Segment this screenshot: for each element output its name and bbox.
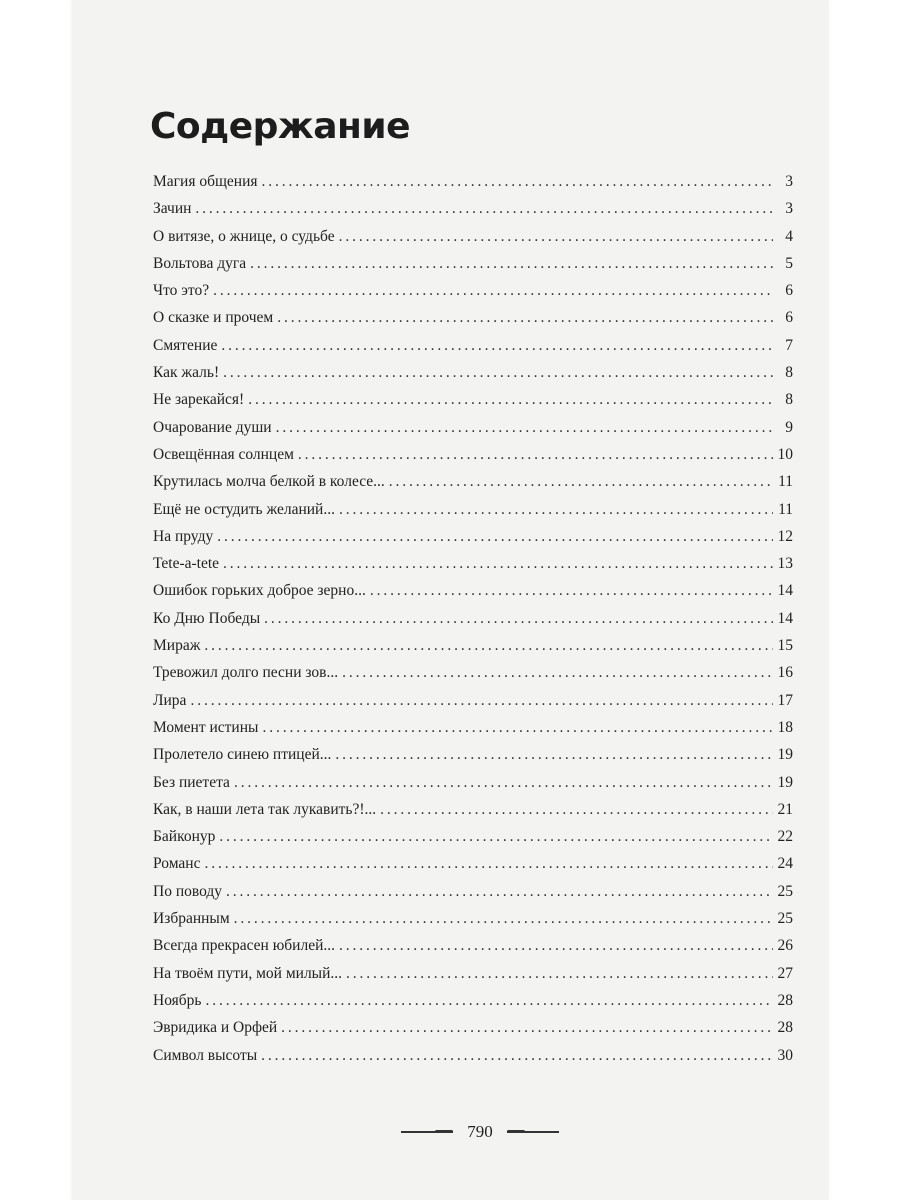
toc-leader-dots [335, 746, 773, 764]
toc-entry-title: Лира [153, 691, 187, 709]
toc-entry-page-number: 6 [785, 282, 793, 300]
toc-entry-page-number: 12 [777, 527, 793, 545]
toc-entry-page-number: 30 [777, 1046, 793, 1064]
toc-leader-dots [204, 855, 773, 873]
toc-leader-dots [223, 555, 773, 573]
footer-ornament-right [507, 1131, 559, 1132]
toc-entry [153, 391, 793, 418]
toc-leader-dots [339, 501, 773, 519]
toc-entry [153, 173, 793, 200]
toc-leader-dots [281, 1019, 773, 1037]
toc-leader-dots [261, 1047, 773, 1065]
toc-entry [153, 309, 793, 336]
toc-leader-dots [234, 910, 773, 928]
toc-leader-dots [248, 391, 773, 409]
toc-entry-page-number: 19 [777, 746, 793, 764]
toc-entry [153, 910, 793, 937]
toc-entry [153, 228, 793, 255]
toc-entry-title: Тревожил долго песни зов... [153, 664, 339, 682]
footer-ornament-left [401, 1131, 453, 1132]
toc-entry-page-number: 10 [777, 445, 793, 463]
toc-leader-dots [217, 528, 773, 546]
toc-entry [153, 255, 793, 282]
toc-entry-page-number: 25 [777, 882, 793, 900]
toc-entry-title: Tete-a-tete [153, 555, 220, 573]
toc-entry-page-number: 11 [778, 473, 793, 491]
toc-leader-dots [204, 637, 773, 655]
toc-entry [153, 364, 793, 391]
toc-entry [153, 637, 793, 664]
toc-leader-dots [339, 228, 773, 246]
toc-leader-dots [190, 692, 773, 710]
toc-entry-page-number: 28 [777, 1019, 793, 1037]
toc-entry-page-number: 28 [777, 991, 793, 1009]
page-title: Содержание [150, 106, 411, 147]
toc-entry-title: О витязе, о жнице, о судьбе [153, 227, 335, 245]
toc-entry-page-number: 13 [777, 555, 793, 573]
toc-entry-title: Избранным [153, 910, 230, 928]
toc-entry-title: Всегда прекрасен юбилей... [153, 937, 336, 955]
toc-entry-title: Очарование души [153, 418, 272, 436]
toc-entry-page-number: 6 [785, 309, 793, 327]
toc-entry [153, 937, 793, 964]
toc-leader-dots [219, 828, 773, 846]
toc-entry-page-number: 18 [777, 718, 793, 736]
toc-entry-title: Вольтова дуга [153, 254, 247, 272]
toc-entry [153, 419, 793, 446]
toc-entry-page-number: 3 [785, 173, 793, 190]
toc-entry-page-number: 26 [777, 937, 793, 955]
toc-entry-page-number: 27 [777, 964, 793, 982]
toc-leader-dots [221, 337, 773, 355]
toc-entry-page-number: 16 [777, 664, 793, 682]
toc-entry-page-number: 8 [785, 364, 793, 382]
toc-entry-title: Без пиетета [153, 773, 230, 791]
toc-entry-title: По поводу [153, 882, 223, 900]
toc-leader-dots [262, 719, 773, 737]
toc-entry-page-number: 8 [785, 391, 793, 409]
toc-entry [153, 746, 793, 773]
toc-entry [153, 801, 793, 828]
page-footer [390, 1122, 570, 1142]
toc-entry [153, 692, 793, 719]
toc-entry-title: О сказке и прочем [153, 309, 274, 327]
toc-entry [153, 501, 793, 528]
toc-entry-title: Романс [153, 855, 201, 873]
toc-entry-page-number: 21 [777, 800, 793, 818]
toc-leader-dots [370, 582, 773, 600]
toc-leader-dots [195, 200, 773, 218]
toc-entry-page-number: 15 [777, 637, 793, 655]
toc-entry-title: Как жаль! [153, 364, 220, 382]
toc-entry-page-number: 14 [777, 609, 793, 627]
toc-entry-page-number: 19 [777, 773, 793, 791]
toc-leader-dots [226, 883, 773, 901]
toc-leader-dots [223, 364, 773, 382]
toc-entry [153, 1019, 793, 1046]
toc-entry-page-number: 3 [785, 200, 793, 218]
toc-entry-title: Крутилась молча белкой в колесе... [153, 473, 385, 491]
toc-leader-dots [389, 473, 773, 491]
toc-entry [153, 828, 793, 855]
toc-entry-title: Символ высоты [153, 1046, 258, 1064]
toc-entry [153, 200, 793, 227]
toc-leader-dots [234, 774, 773, 792]
toc-entry [153, 610, 793, 637]
toc-entry-page-number: 14 [777, 582, 793, 600]
toc-entry-title: Пролетело синею птицей... [153, 746, 332, 764]
toc-entry [153, 774, 793, 801]
toc-entry-page-number: 5 [785, 254, 793, 272]
toc-entry [153, 337, 793, 364]
toc-entry [153, 664, 793, 691]
toc-leader-dots [264, 610, 773, 628]
toc-entry [153, 282, 793, 309]
toc-entry-title: На пруду [153, 527, 214, 545]
toc-leader-dots [262, 173, 774, 191]
toc-entry-title: Не зарекайся! [153, 391, 245, 409]
toc-entry-page-number: 9 [785, 418, 793, 436]
toc-leader-dots [277, 309, 773, 327]
toc-entry-title: Ко Дню Победы [153, 609, 261, 627]
toc-entry-title: Освещённая солнцем [153, 445, 294, 463]
toc-entry [153, 473, 793, 500]
toc-entry [153, 855, 793, 882]
page-number: 790 [467, 1122, 493, 1141]
toc-entry [153, 719, 793, 746]
toc-entry-title: Ошибок горьких доброе зерно... [153, 582, 366, 600]
toc-entry-page-number: 11 [778, 500, 793, 518]
toc-entry-title: Байконур [153, 828, 216, 846]
toc-leader-dots [250, 255, 773, 273]
toc-entry [153, 528, 793, 555]
toc-entry [153, 582, 793, 609]
toc-entry [153, 965, 793, 992]
toc-leader-dots [205, 992, 773, 1010]
toc-entry-title: Ноябрь [153, 991, 202, 1009]
toc-entry [153, 1047, 793, 1074]
toc-entry-title: Магия общения [153, 173, 258, 190]
toc-leader-dots [213, 282, 773, 300]
toc-entry [153, 883, 793, 910]
toc-entry-title: Смятение [153, 336, 218, 354]
table-of-contents [153, 173, 793, 1074]
toc-entry-page-number: 25 [777, 910, 793, 928]
toc-entry-page-number: 4 [785, 227, 793, 245]
toc-entry-title: Момент истины [153, 718, 259, 736]
toc-entry-title: Зачин [153, 200, 192, 218]
toc-entry [153, 992, 793, 1019]
toc-entry [153, 555, 793, 582]
toc-leader-dots [339, 937, 773, 955]
toc-entry-page-number: 7 [785, 336, 793, 354]
toc-entry-title: Эвридика и Орфей [153, 1019, 278, 1037]
toc-entry-title: Ещё не остудить желаний... [153, 500, 335, 518]
toc-entry-page-number: 17 [777, 691, 793, 709]
toc-entry [153, 446, 793, 473]
toc-entry-title: Как, в наши лета так лукавить?!... [153, 800, 377, 818]
toc-leader-dots [298, 446, 773, 464]
toc-leader-dots [276, 419, 773, 437]
toc-entry-page-number: 22 [777, 828, 793, 846]
toc-entry-title: На твоём пути, мой милый... [153, 964, 343, 982]
toc-entry-page-number: 24 [777, 855, 793, 873]
toc-entry-title: Мираж [153, 637, 201, 655]
toc-leader-dots [342, 664, 773, 682]
toc-leader-dots [380, 801, 773, 819]
toc-leader-dots [346, 965, 773, 983]
toc-entry-title: Что это? [153, 282, 210, 300]
